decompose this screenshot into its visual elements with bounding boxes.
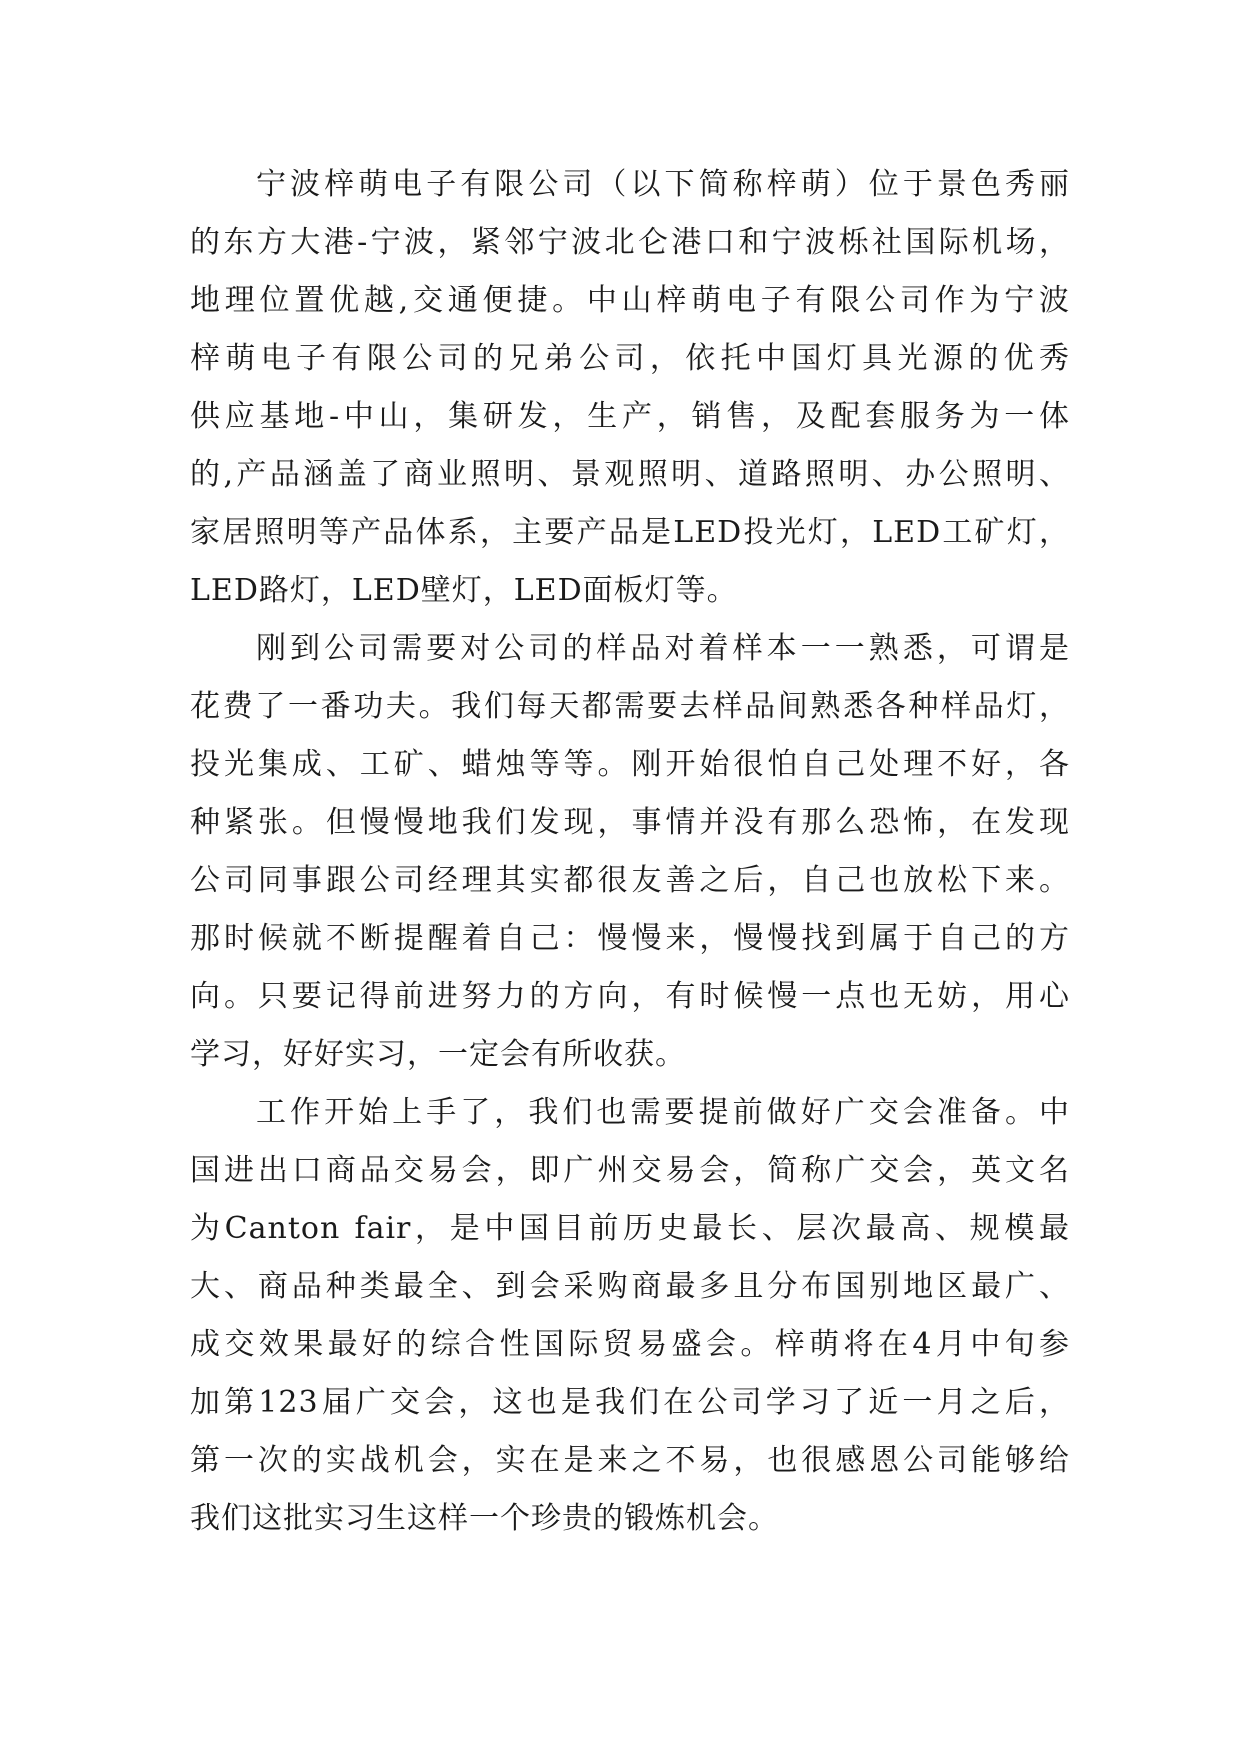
text-line: 工作开始上手了，我们也需要提前做好广交会准备。中 (256, 1095, 1070, 1130)
text-line: 成交效果最好的综合性国际贸易盛会。梓萌将在4月中旬参 (190, 1327, 1070, 1362)
text-line: 供应基地-中山，集研发，生产，销售，及配套服务为一体 (190, 399, 1070, 434)
text-line: 大、商品种类最全、到会采购商最多且分布国别地区最广、 (190, 1269, 1070, 1304)
text-line: 为Canton fair，是中国目前历史最长、层次最高、规模最 (190, 1211, 1070, 1246)
text-line: 加第123届广交会，这也是我们在公司学习了近一月之后， (190, 1385, 1070, 1420)
text-line: 的,产品涵盖了商业照明、景观照明、道路照明、办公照明、 (190, 457, 1070, 492)
text-line: 地理位置优越,交通便捷。中山梓萌电子有限公司作为宁波 (190, 283, 1070, 318)
text-line: 学习，好好实习，一定会有所收获。 (190, 1037, 686, 1072)
text-line: 刚到公司需要对公司的样品对着样本一一熟悉，可谓是 (256, 631, 1070, 666)
text-line: 种紧张。但慢慢地我们发现，事情并没有那么恐怖，在发现 (190, 805, 1070, 840)
text-line: LED路灯，LED壁灯，LED面板灯等。 (190, 573, 738, 608)
text-line: 公司同事跟公司经理其实都很友善之后，自己也放松下来。 (190, 863, 1070, 898)
text-line: 花费了一番功夫。我们每天都需要去样品间熟悉各种样品灯， (190, 689, 1070, 724)
text-line: 向。只要记得前进努力的方向，有时候慢一点也无妨，用心 (190, 979, 1070, 1014)
paragraph (190, 620, 1070, 1084)
text-line: 的东方大港-宁波，紧邻宁波北仑港口和宁波栎社国际机场， (190, 225, 1070, 260)
paragraph (190, 1084, 1070, 1548)
text-line: 家居照明等产品体系，主要产品是LED投光灯，LED工矿灯， (190, 515, 1070, 550)
text-line: 第一次的实战机会，实在是来之不易，也很感恩公司能够给 (190, 1443, 1070, 1478)
document-body (190, 156, 1070, 1548)
text-line: 我们这批实习生这样一个珍贵的锻炼机会。 (190, 1501, 779, 1536)
text-line: 投光集成、工矿、蜡烛等等。刚开始很怕自己处理不好，各 (190, 747, 1070, 782)
text-line: 那时候就不断提醒着自己：慢慢来，慢慢找到属于自己的方 (190, 921, 1070, 956)
text-line: 宁波梓萌电子有限公司（以下简称梓萌）位于景色秀丽 (256, 167, 1070, 202)
text-line: 国进出口商品交易会，即广州交易会，简称广交会，英文名 (190, 1153, 1070, 1188)
paragraph (190, 156, 1070, 620)
text-line: 梓萌电子有限公司的兄弟公司，依托中国灯具光源的优秀 (190, 341, 1070, 376)
